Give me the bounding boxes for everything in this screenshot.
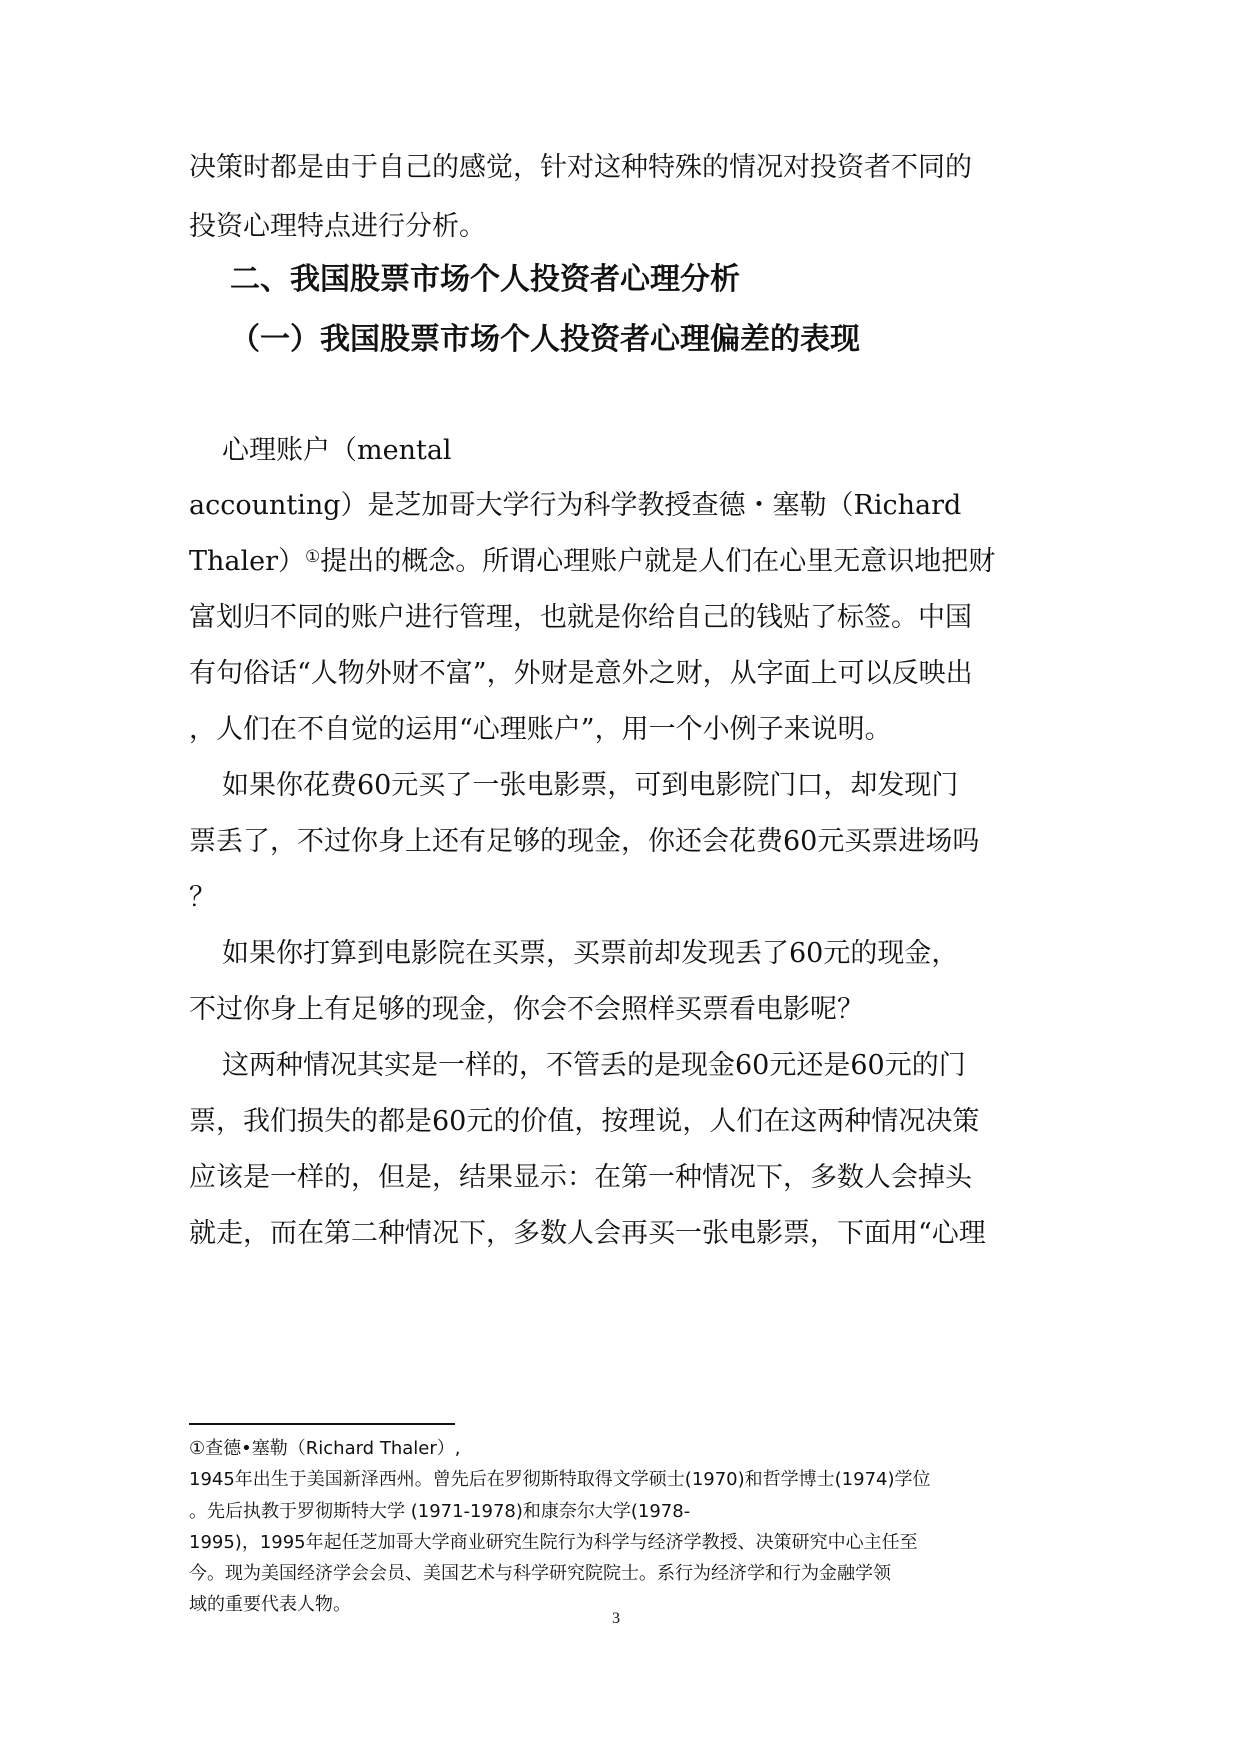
body-line-4: accounting）是芝加哥大学行为科学教授查德・塞勒（Richard [189, 490, 962, 521]
footnote-line-1: ①查德•塞勒（Richard Thaler）, [189, 1438, 461, 1459]
section-heading: 二、我国股票市场个人投资者心理分析 [230, 262, 740, 297]
footnote-reference[interactable]: ① [305, 547, 321, 567]
footnote-line-5: 今。现为美国经济学会会员、美国艺术与科学研究院院士。系行为经济学和行为金融学领 [189, 1563, 891, 1584]
page-number: 3 [612, 1610, 620, 1627]
body-line-11: ？ [189, 882, 216, 913]
body-line-2: 投资心理特点进行分析。 [189, 211, 486, 242]
body-line-13: 不过你身上有足够的现金，你会不会照样买票看电影呢？ [189, 994, 864, 1025]
body-line-5-start: Thaler） [189, 546, 306, 577]
footnote-line-4: 1995)，1995年起任芝加哥大学商业研究生院行为科学与经济学教授、决策研究中心主任至 [189, 1532, 918, 1553]
footnote-line-2: 1945年出生于美国新泽西州。曾先后在罗彻斯特取得文学硕士(1970)和哲学博士(1974)学位 [189, 1469, 931, 1490]
body-line-16: 应该是一样的，但是，结果显示：在第一种情况下，多数人会掉头 [189, 1162, 972, 1193]
subsection-heading: （一）我国股票市场个人投资者心理偏差的表现 [230, 322, 860, 357]
body-line-9: 如果你花费60元买了一张电影票，可到电影院门口，却发现门 [222, 770, 959, 801]
footnote-line-3: 。先后执教于罗彻斯特大学 (1971-1978)和康奈尔大学(1978- [189, 1501, 691, 1522]
footnote-line-6: 域的重要代表人物。 [189, 1594, 351, 1615]
body-line-8: ，人们在不自觉的运用“心理账户”，用一个小例子来说明。 [189, 714, 892, 745]
body-line-12: 如果你打算到电影院在买票，买票前却发现丢了60元的现金， [222, 938, 959, 969]
footnote-separator [189, 1423, 455, 1425]
body-line-5 [189, 546, 995, 581]
body-line-5-rest: 提出的概念。所谓心理账户就是人们在心里无意识地把财 [320, 546, 996, 577]
body-line-1: 决策时都是由于自己的感觉，针对这种特殊的情况对投资者不同的 [189, 152, 972, 183]
body-line-6: 富划归不同的账户进行管理，也就是你给自己的钱贴了标签。中国 [189, 602, 972, 633]
body-line-3: 心理账户（mental [222, 435, 452, 466]
body-line-14: 这两种情况其实是一样的，不管丢的是现金60元还是60元的门 [222, 1050, 966, 1081]
body-line-10: 票丢了，不过你身上还有足够的现金，你还会花费60元买票进场吗 [189, 826, 980, 857]
body-line-17: 就走，而在第二种情况下，多数人会再买一张电影票，下面用“心理 [189, 1218, 986, 1249]
body-line-15: 票，我们损失的都是60元的价值，按理说，人们在这两种情况决策 [189, 1106, 980, 1137]
body-line-7: 有句俗话“人物外财不富”，外财是意外之财，从字面上可以反映出 [189, 658, 973, 689]
